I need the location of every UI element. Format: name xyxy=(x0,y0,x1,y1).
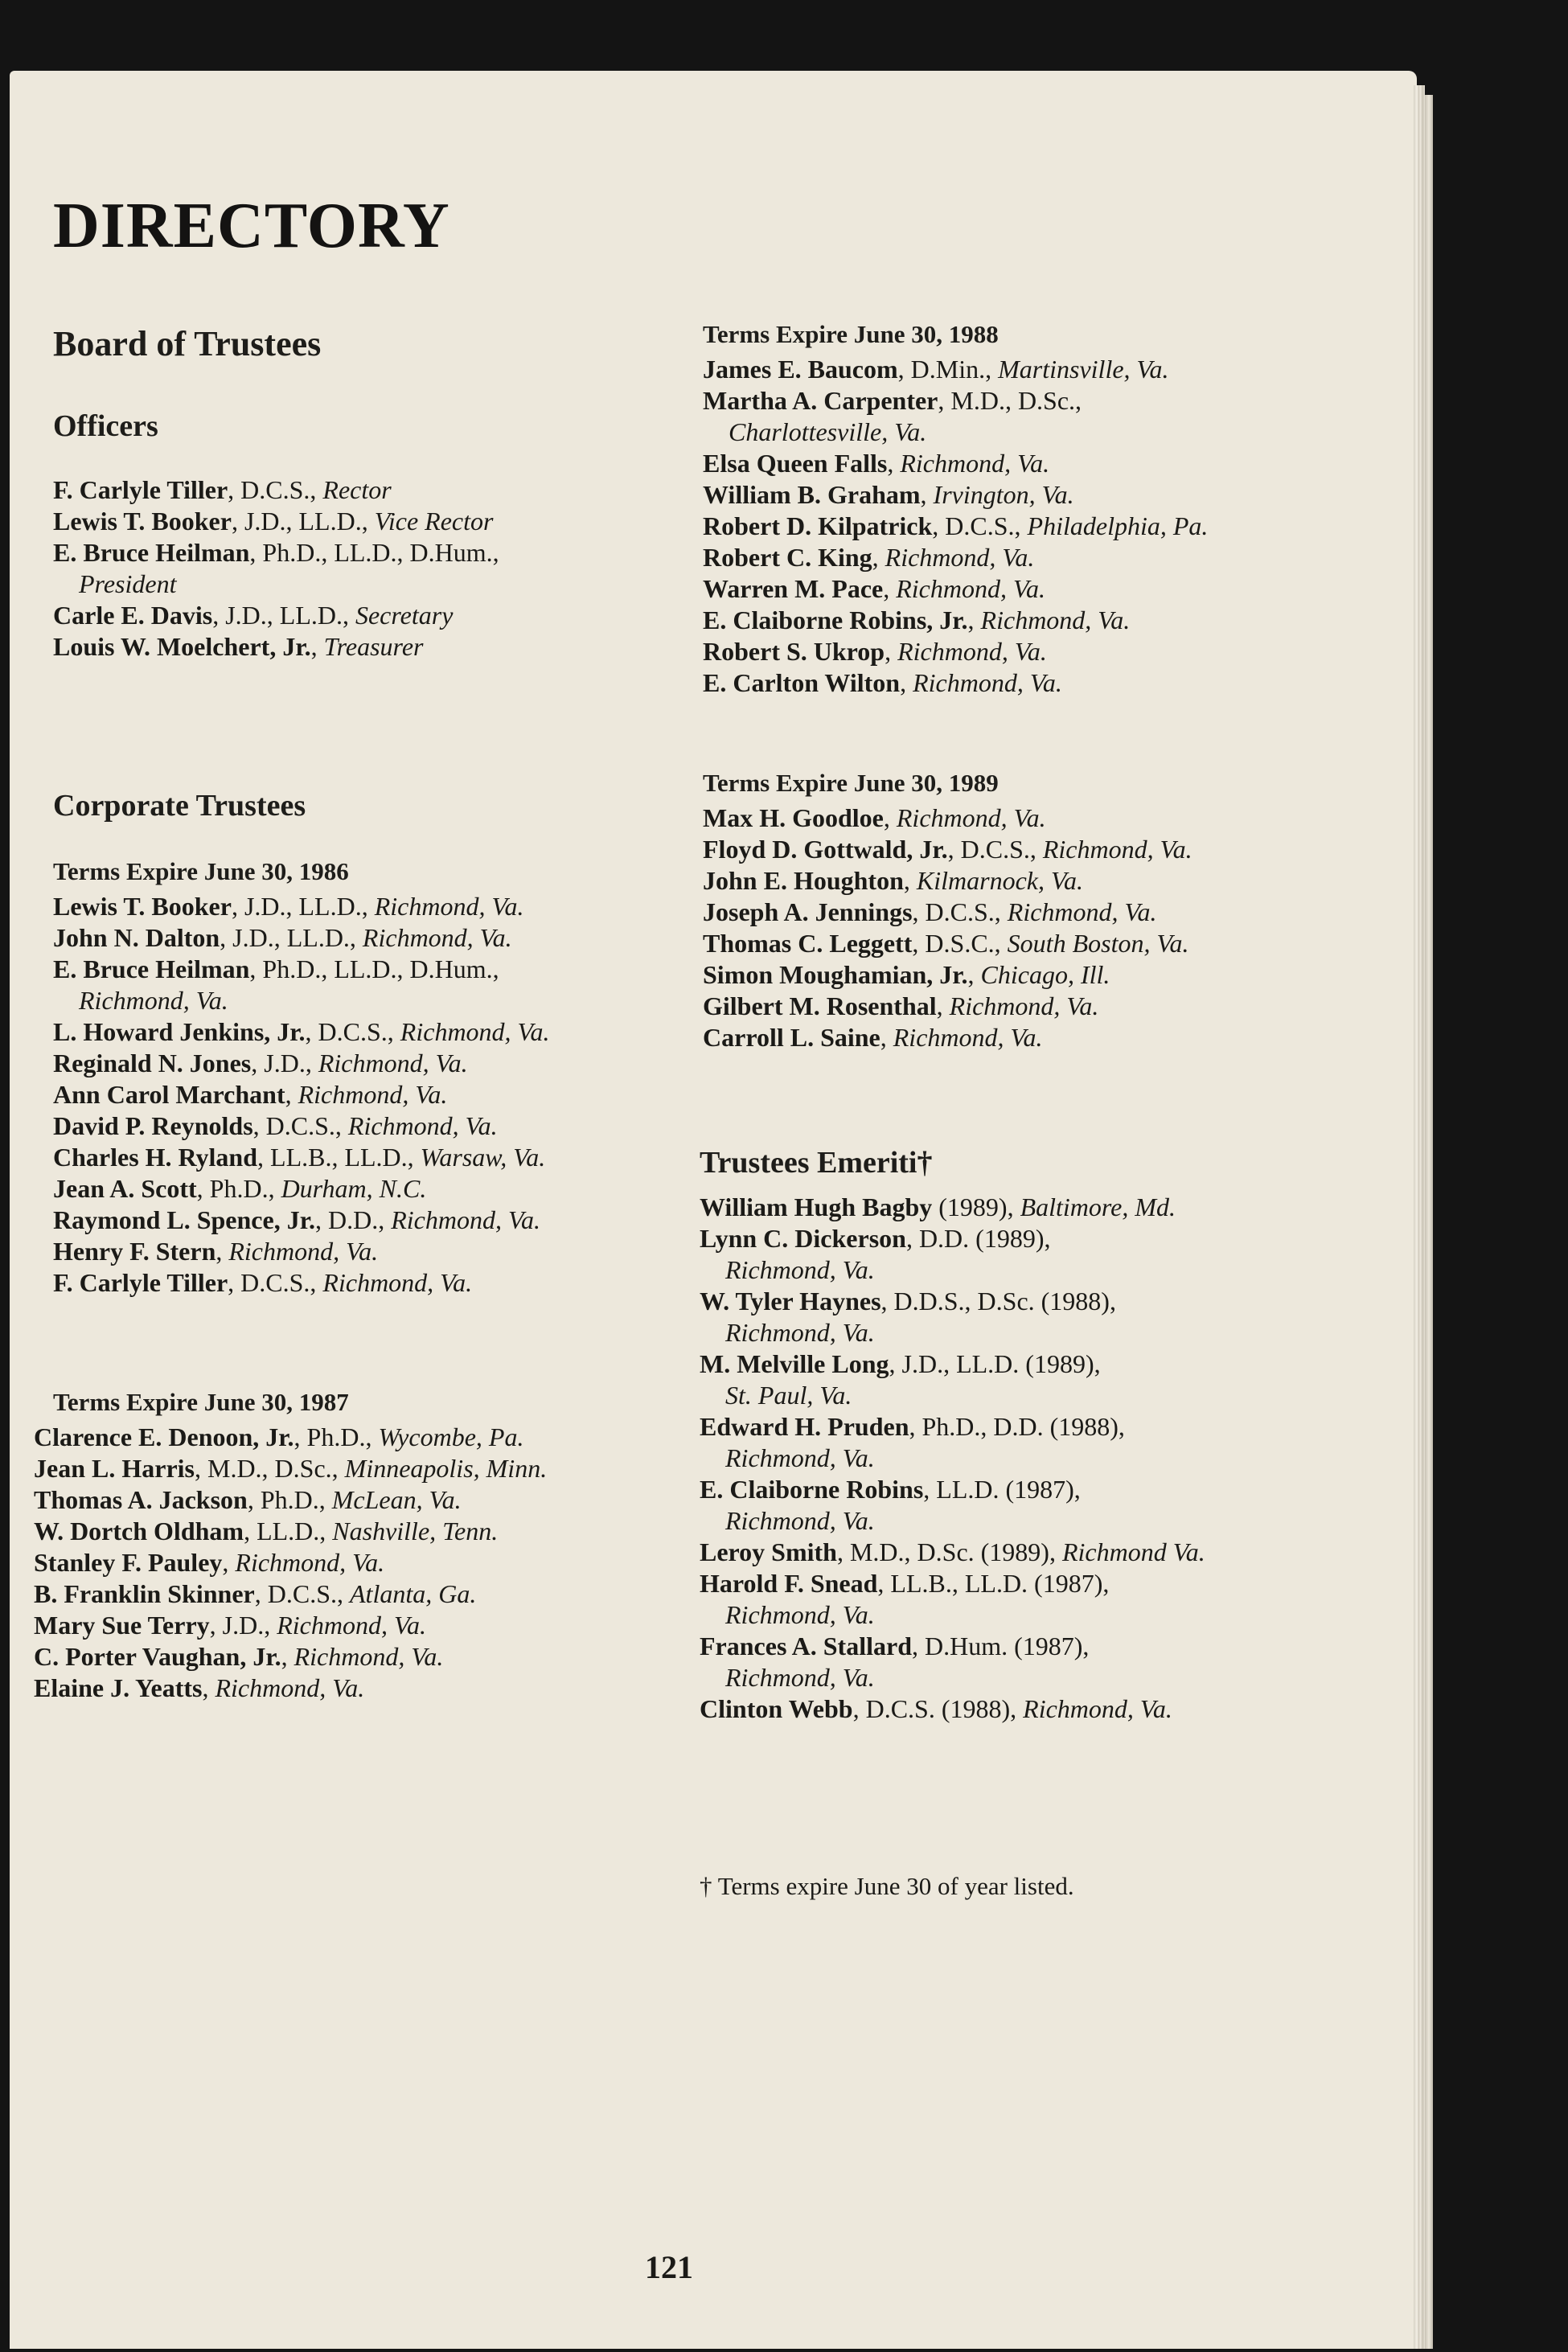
trustee-location: Richmond, Va. xyxy=(215,1673,365,1702)
trustee-entry xyxy=(703,636,1208,667)
terms-1989-list xyxy=(703,802,1192,1053)
trustee-location: Richmond, Va. xyxy=(298,1080,448,1109)
trustee-degrees: , D.C.S., xyxy=(932,511,1028,540)
corporate-trustees-heading: Corporate Trustees xyxy=(53,789,306,823)
trustee-entry xyxy=(53,1016,550,1048)
trustee-entry xyxy=(700,1348,1205,1411)
trustee-entry xyxy=(703,667,1208,699)
trustee-degrees: , D.D.S., D.Sc. (1988), xyxy=(880,1287,1116,1316)
trustee-name: William Hugh Bagby xyxy=(700,1192,933,1221)
trustee-entry xyxy=(53,954,550,1016)
trustee-entry xyxy=(53,600,499,631)
trustee-role: Rector xyxy=(322,475,392,504)
trustee-name: Edward H. Pruden xyxy=(700,1412,909,1441)
trustee-degrees: , J.D., xyxy=(209,1611,277,1640)
trustee-entry xyxy=(53,1267,550,1299)
trustee-continuation: Richmond, Va. xyxy=(725,1318,875,1347)
trustee-degrees: , J.D., LL.D., xyxy=(212,601,355,630)
trustee-name: W. Tyler Haynes xyxy=(700,1287,881,1316)
trustee-entry xyxy=(700,1568,1205,1631)
trustee-entry xyxy=(700,1286,1205,1348)
terms-1987-heading: Terms Expire June 30, 1987 xyxy=(53,1388,349,1416)
trustee-entry xyxy=(703,542,1208,573)
trustee-location: Kilmarnock, Va. xyxy=(916,866,1083,895)
book-page xyxy=(10,71,1417,2349)
trustee-degrees: , D.C.S., xyxy=(947,835,1043,864)
trustee-degrees: , xyxy=(215,1237,229,1266)
trustee-name: M. Melville Long xyxy=(700,1349,889,1378)
trustee-entry xyxy=(700,1631,1205,1693)
trustee-continuation: Richmond, Va. xyxy=(725,1506,875,1535)
trustee-entry xyxy=(34,1484,547,1516)
trustee-name: John E. Houghton xyxy=(703,866,904,895)
trustee-entry xyxy=(53,1236,550,1267)
trustee-degrees: , J.D., LL.D. (1989), xyxy=(889,1349,1101,1378)
trustee-location: Philadelphia, Pa. xyxy=(1027,511,1209,540)
trustee-degrees: , D.Hum. (1987), xyxy=(911,1632,1090,1660)
trustee-name: B. Franklin Skinner xyxy=(34,1579,255,1608)
trustee-entry xyxy=(53,1205,550,1236)
trustee-location: Richmond, Va. xyxy=(1042,835,1192,864)
trustee-entry xyxy=(703,802,1192,834)
trustee-degrees: , LL.B., LL.D. (1987), xyxy=(877,1569,1110,1598)
trustee-degrees: , J.D., LL.D., xyxy=(220,923,363,952)
trustee-location: Richmond, Va. xyxy=(318,1049,468,1077)
trustee-location: Martinsville, Va. xyxy=(998,355,1169,384)
trustee-entry xyxy=(53,1173,550,1205)
trustee-name: Clinton Webb xyxy=(700,1694,853,1723)
trustee-degrees: , xyxy=(310,632,324,661)
trustee-continuation: Richmond, Va. xyxy=(725,1663,875,1692)
trustee-entry xyxy=(703,573,1208,605)
trustee-name: Lewis T. Booker xyxy=(53,892,232,921)
trustee-name: Reginald N. Jones xyxy=(53,1049,252,1077)
trustee-degrees: , M.D., D.Sc., xyxy=(194,1454,345,1483)
trustee-location: McLean, Va. xyxy=(331,1485,462,1514)
trustee-location: Irvington, Va. xyxy=(933,480,1074,509)
trustee-location: Richmond, Va. xyxy=(949,991,1099,1020)
trustee-entry xyxy=(34,1641,547,1673)
trustee-entry xyxy=(34,1516,547,1547)
terms-1987-list xyxy=(34,1422,547,1704)
trustee-degrees: , xyxy=(887,449,901,478)
trustee-name: Jean A. Scott xyxy=(53,1174,197,1203)
trustee-entry xyxy=(53,474,499,506)
page-number: 121 xyxy=(645,2249,693,2285)
trustee-degrees: , LL.D., xyxy=(244,1517,333,1545)
trustee-degrees: , D.D. (1989), xyxy=(905,1224,1051,1253)
trustee-entry xyxy=(703,928,1192,959)
trustee-name: Lynn C. Dickerson xyxy=(700,1224,906,1253)
trustee-location: Richmond, Va. xyxy=(900,449,1050,478)
trustee-entry xyxy=(703,605,1208,636)
trustee-degrees: , J.D., LL.D., xyxy=(231,507,375,536)
trustee-location: Richmond, Va. xyxy=(235,1548,385,1577)
trustee-entry xyxy=(53,537,499,600)
trustee-location: Nashville, Tenn. xyxy=(332,1517,499,1545)
trustee-entry xyxy=(703,834,1192,865)
trustee-continuation: Richmond, Va. xyxy=(79,986,228,1015)
trustee-location: Richmond, Va. xyxy=(277,1611,426,1640)
trustee-name: Max H. Goodloe xyxy=(703,803,884,832)
trustee-degrees: , LL.D. (1987), xyxy=(923,1475,1081,1504)
officers-heading: Officers xyxy=(53,409,158,443)
trustee-name: Frances A. Stallard xyxy=(700,1632,912,1660)
terms-1989-heading: Terms Expire June 30, 1989 xyxy=(703,769,999,797)
trustee-entry xyxy=(703,1022,1192,1053)
trustee-entry xyxy=(700,1474,1205,1537)
trustee-continuation: St. Paul, Va. xyxy=(725,1381,852,1410)
trustee-entry xyxy=(700,1223,1205,1286)
trustee-entry xyxy=(34,1610,547,1641)
trustee-role: Vice Rector xyxy=(374,507,494,536)
trustee-name: Raymond L. Spence, Jr. xyxy=(53,1205,315,1234)
trustee-continuation: Richmond, Va. xyxy=(725,1600,875,1629)
trustee-entry xyxy=(34,1547,547,1578)
terms-1988-list xyxy=(703,354,1208,699)
trustee-degrees: , D.Min., xyxy=(897,355,999,384)
trustee-location: Wycombe, Pa. xyxy=(378,1422,524,1451)
trustee-degrees: , J.D., LL.D., xyxy=(231,892,375,921)
trustee-name: Stanley F. Pauley xyxy=(34,1548,223,1577)
trustee-entry xyxy=(53,631,499,663)
trustee-degrees: (1989), xyxy=(932,1192,1020,1221)
trustee-degrees: , Ph.D., xyxy=(247,1485,332,1514)
trustee-name: Robert D. Kilpatrick xyxy=(703,511,933,540)
trustee-degrees: , D.C.S., xyxy=(228,1268,323,1297)
trustee-name: F. Carlyle Tiller xyxy=(53,475,228,504)
trustee-degrees: , xyxy=(903,866,917,895)
trustee-name: Clarence E. Denoon, Jr. xyxy=(34,1422,294,1451)
trustee-entry xyxy=(53,1142,550,1173)
trustee-name: Simon Moughamian, Jr. xyxy=(703,960,968,989)
trustee-degrees: , Ph.D., LL.D., D.Hum., xyxy=(249,538,499,567)
trustee-entry xyxy=(700,1693,1205,1725)
trustee-degrees: , D.D., xyxy=(314,1205,392,1234)
trustee-location: Richmond, Va. xyxy=(391,1205,540,1234)
trustee-entry xyxy=(703,479,1208,511)
trustee-name: James E. Baucom xyxy=(703,355,898,384)
trustee-entry xyxy=(53,891,550,922)
trustee-name: John N. Dalton xyxy=(53,923,220,952)
trustee-location: Richmond, Va. xyxy=(980,605,1131,634)
trustee-degrees: , xyxy=(281,1642,294,1671)
trustee-name: Joseph A. Jennings xyxy=(703,897,913,926)
trustee-degrees: , xyxy=(967,605,981,634)
trustee-entry xyxy=(703,385,1208,448)
trustee-location: Richmond, Va. xyxy=(885,543,1035,572)
trustee-continuation: Charlottesville, Va. xyxy=(729,417,927,446)
trustee-location: Richmond, Va. xyxy=(228,1237,379,1266)
trustee-entry xyxy=(34,1422,547,1453)
trustee-name: Thomas A. Jackson xyxy=(34,1485,248,1514)
board-heading: Board of Trustees xyxy=(53,324,322,363)
trustee-name: Leroy Smith xyxy=(700,1537,837,1566)
trustee-location: Richmond, Va. xyxy=(1007,897,1157,926)
trustee-location: South Boston, Va. xyxy=(1007,929,1189,958)
trustee-name: E. Bruce Heilman xyxy=(53,538,250,567)
trustee-name: Gilbert M. Rosenthal xyxy=(703,991,937,1020)
trustee-entry xyxy=(703,448,1208,479)
trustee-name: L. Howard Jenkins, Jr. xyxy=(53,1017,306,1046)
trustee-degrees: , D.C.S., xyxy=(228,475,323,504)
trustee-degrees: , xyxy=(872,543,885,572)
trustee-location: Richmond, Va. xyxy=(293,1642,444,1671)
footnote: † Terms expire June 30 of year listed. xyxy=(700,1872,1074,1900)
trustee-location: Richmond Va. xyxy=(1061,1537,1205,1566)
trustee-location: Minneapolis, Minn. xyxy=(344,1454,548,1483)
trustee-degrees: , xyxy=(202,1673,215,1702)
trustee-name: Robert S. Ukrop xyxy=(703,637,885,666)
trustee-entry xyxy=(703,897,1192,928)
terms-1988-heading: Terms Expire June 30, 1988 xyxy=(703,320,999,348)
trustee-entry xyxy=(703,959,1192,991)
trustee-name: Lewis T. Booker xyxy=(53,507,232,536)
trustee-name: W. Dortch Oldham xyxy=(34,1517,244,1545)
trustee-name: Jean L. Harris xyxy=(34,1454,195,1483)
trustee-name: E. Bruce Heilman xyxy=(53,954,250,983)
trustee-name: Floyd D. Gottwald, Jr. xyxy=(703,835,948,864)
trustee-location: Richmond, Va. xyxy=(896,803,1046,832)
trustee-name: E. Carlton Wilton xyxy=(703,668,901,697)
trustee-degrees: , D.C.S., xyxy=(912,897,1008,926)
trustee-location: Richmond, Va. xyxy=(897,637,1047,666)
trustee-name: E. Claiborne Robins xyxy=(700,1475,924,1504)
trustee-name: Carroll L. Saine xyxy=(703,1023,880,1052)
trustee-degrees: , M.D., D.Sc., xyxy=(938,386,1082,415)
trustee-entry xyxy=(53,506,499,537)
trustee-entry xyxy=(34,1673,547,1704)
trustee-degrees: , LL.B., LL.D., xyxy=(257,1143,421,1172)
trustee-name: Charles H. Ryland xyxy=(53,1143,258,1172)
trustee-degrees: , D.C.S., xyxy=(252,1111,348,1140)
trustee-degrees: , xyxy=(936,991,950,1020)
trustee-degrees: , Ph.D., LL.D., D.Hum., xyxy=(249,954,499,983)
trustee-location: Richmond, Va. xyxy=(347,1111,498,1140)
trustee-degrees: , M.D., D.Sc. (1989), xyxy=(836,1537,1062,1566)
trustee-degrees: , xyxy=(920,480,934,509)
trustee-name: E. Claiborne Robins, Jr. xyxy=(703,605,968,634)
page-stack-edge-back xyxy=(1425,95,1433,2349)
trustee-location: Richmond, Va. xyxy=(1023,1694,1172,1723)
trustee-degrees: , xyxy=(883,803,897,832)
trustee-degrees: , xyxy=(967,960,981,989)
officers-list xyxy=(53,474,499,663)
trustee-location: Warsaw, Va. xyxy=(420,1143,546,1172)
trustee-name: Elaine J. Yeatts xyxy=(34,1673,203,1702)
terms-1986-heading: Terms Expire June 30, 1986 xyxy=(53,857,349,885)
trustee-degrees: , D.C.S., xyxy=(254,1579,350,1608)
trustee-name: Martha A. Carpenter xyxy=(703,386,938,415)
trustee-name: David P. Reynolds xyxy=(53,1111,253,1140)
trustee-role: Treasurer xyxy=(323,632,424,661)
trustee-name: Robert C. King xyxy=(703,543,872,572)
trustee-degrees: , D.C.S. (1988), xyxy=(852,1694,1024,1723)
trustee-degrees: , xyxy=(883,574,897,603)
trustee-name: Warren M. Pace xyxy=(703,574,884,603)
trustee-entry xyxy=(703,511,1208,542)
trustees-emeriti-heading: Trustees Emeriti† xyxy=(700,1146,933,1180)
trustee-degrees: , D.S.C., xyxy=(912,929,1008,958)
trustee-location: Richmond, Va. xyxy=(374,892,524,921)
trustee-entry xyxy=(703,991,1192,1022)
trustee-degrees: , xyxy=(285,1080,298,1109)
trustee-name: Harold F. Snead xyxy=(700,1569,878,1598)
trustee-location: Chicago, Ill. xyxy=(980,960,1110,989)
terms-1986-list xyxy=(53,891,550,1299)
trustee-location: Richmond, Va. xyxy=(893,1023,1043,1052)
trustee-entry xyxy=(53,1048,550,1079)
trustee-entry xyxy=(700,1411,1205,1474)
trustee-degrees: , Ph.D., D.D. (1988), xyxy=(909,1412,1125,1441)
trustees-emeriti-list xyxy=(700,1192,1205,1725)
trustee-location: Baltimore, Md. xyxy=(1020,1192,1176,1221)
trustee-continuation: President xyxy=(79,569,177,598)
trustee-entry xyxy=(53,1079,550,1110)
trustee-name: Louis W. Moelchert, Jr. xyxy=(53,632,311,661)
trustee-location: Richmond, Va. xyxy=(322,1268,473,1297)
trustee-continuation: Richmond, Va. xyxy=(725,1443,875,1472)
trustee-entry xyxy=(34,1453,547,1484)
trustee-location: Richmond, Va. xyxy=(913,668,1062,697)
trustee-entry xyxy=(700,1192,1205,1223)
trustee-name: Elsa Queen Falls xyxy=(703,449,888,478)
trustee-degrees: , xyxy=(880,1023,893,1052)
trustee-entry xyxy=(53,1110,550,1142)
trustee-name: Thomas C. Leggett xyxy=(703,929,913,958)
trustee-degrees: , D.C.S., xyxy=(305,1017,400,1046)
trustee-name: F. Carlyle Tiller xyxy=(53,1268,228,1297)
trustee-degrees: , xyxy=(885,637,898,666)
trustee-entry xyxy=(34,1578,547,1610)
trustee-location: Richmond, Va. xyxy=(400,1017,550,1046)
trustee-name: C. Porter Vaughan, Jr. xyxy=(34,1642,281,1671)
trustee-name: Henry F. Stern xyxy=(53,1237,216,1266)
trustee-degrees: , Ph.D., xyxy=(293,1422,379,1451)
trustee-entry xyxy=(703,865,1192,897)
trustee-degrees: , xyxy=(222,1548,236,1577)
trustee-location: Richmond, Va. xyxy=(896,574,1045,603)
trustee-role: Secretary xyxy=(355,601,454,630)
trustee-name: William B. Graham xyxy=(703,480,921,509)
trustee-name: Ann Carol Marchant xyxy=(53,1080,285,1109)
page-title: DIRECTORY xyxy=(53,191,450,261)
trustee-location: Atlanta, Ga. xyxy=(350,1579,477,1608)
trustee-continuation: Richmond, Va. xyxy=(725,1255,875,1284)
trustee-degrees: , Ph.D., xyxy=(196,1174,281,1203)
trustee-entry xyxy=(700,1537,1205,1568)
trustee-entry xyxy=(703,354,1208,385)
trustee-degrees: , xyxy=(900,668,913,697)
trustee-location: Richmond, Va. xyxy=(362,923,512,952)
trustee-entry xyxy=(53,922,550,954)
trustee-name: Mary Sue Terry xyxy=(34,1611,210,1640)
trustee-name: Carle E. Davis xyxy=(53,601,213,630)
trustee-degrees: , J.D., xyxy=(251,1049,318,1077)
page-stack-edge xyxy=(1414,85,1425,2349)
trustee-location: Durham, N.C. xyxy=(281,1174,427,1203)
